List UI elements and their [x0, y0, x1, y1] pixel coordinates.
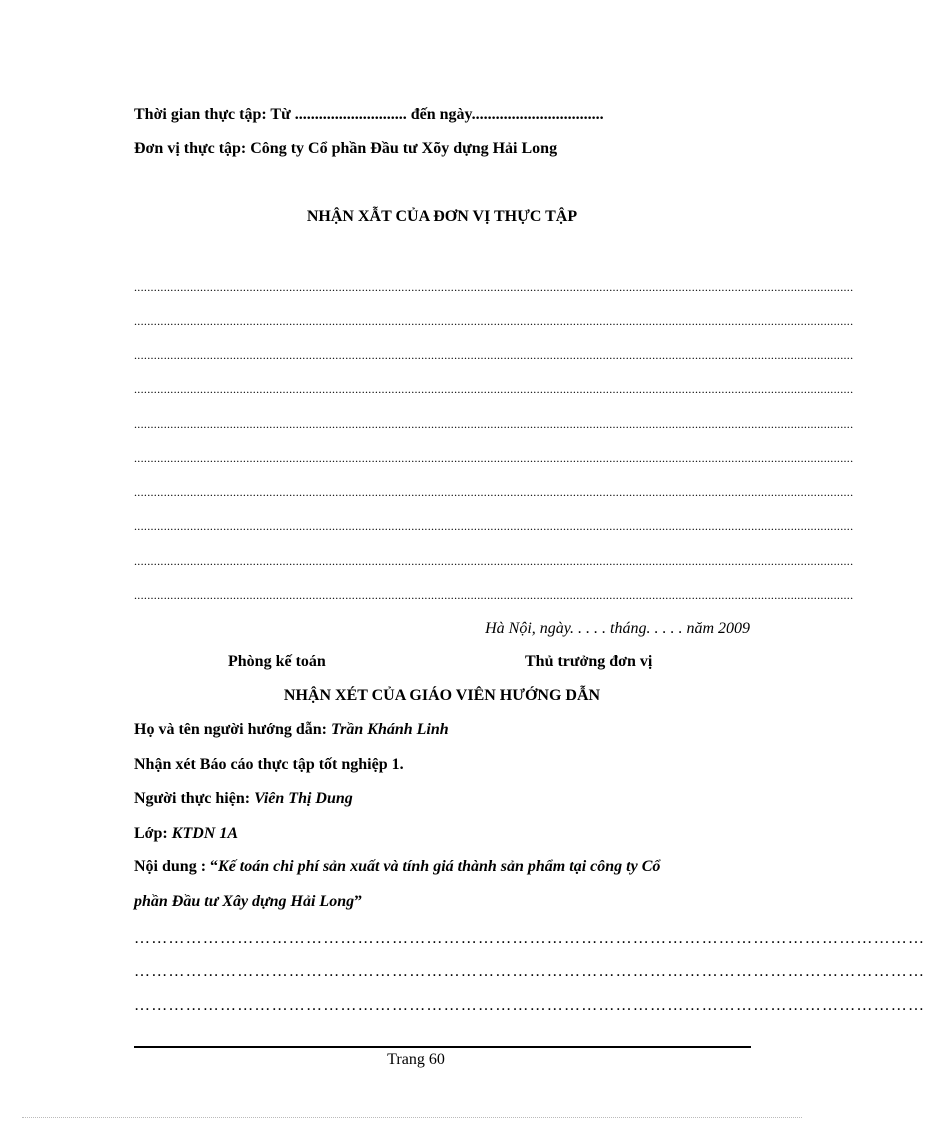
footer-rule	[134, 1046, 751, 1048]
dotted-line: ..........................................................................................................................................................................................................................	[134, 485, 854, 499]
advisor-name: Trần Khánh Linh	[330, 721, 449, 738]
class-label: Lớp:	[134, 825, 168, 842]
date-line: Hà Nội, ngày. . . . . tháng. . . . . năm 2009	[485, 620, 750, 637]
student-name: Viên Thị Dung	[254, 790, 353, 807]
dotted-line: ..........................................................................................................................................................................................................................	[134, 554, 854, 568]
content-title-part1: Kế toán chi phí sản xuất và tính giá thành sản phẩm tại công ty Cổ	[218, 858, 661, 875]
dotted-line: …………………………………………………………………………………………………………………………	[134, 997, 925, 1014]
dotted-line: ..........................................................................................................................................................................................................................	[134, 314, 854, 328]
dotted-line: ..........................................................................................................................................................................................................................	[134, 519, 854, 533]
student-label: Người thực hiện:	[134, 790, 251, 807]
teacher-review-title: NHẬN XÉT CỦA GIÁO VIÊN HƯỚNG DẪN	[283, 687, 601, 704]
period-to: đến ngày	[410, 106, 472, 123]
dotted-line: ..........................................................................................................................................................................................................................	[134, 588, 854, 602]
dotted-line: …………………………………………………………………………………………………………………………	[134, 930, 925, 947]
content-title-part2: phần Đầu tư Xây dựng Hải Long	[134, 893, 355, 910]
class-line	[134, 825, 238, 843]
sign-accounting-dept: Phòng kế toán	[228, 653, 326, 670]
internship-unit-line: Đơn vị thực tập: Công ty Cổ phần Đầu tư Xõy dựng Hải Long	[134, 140, 558, 157]
period-dots-from: ............................	[294, 106, 407, 123]
advisor-line	[134, 721, 449, 739]
dotted-line: ..........................................................................................................................................................................................................................	[134, 280, 854, 294]
dotted-line: ..........................................................................................................................................................................................................................	[134, 417, 854, 431]
report-line: Nhận xét Báo cáo thực tập tốt nghiệp 1.	[134, 756, 404, 773]
student-line	[134, 790, 353, 808]
page-bottom-border	[22, 1117, 802, 1118]
class-name: KTDN 1A	[171, 825, 238, 842]
content-line-2	[134, 893, 362, 911]
period-label: Thời gian thực tập:	[134, 106, 267, 123]
page-number: Trang 60	[387, 1051, 445, 1068]
dotted-line: …………………………………………………………………………………………………………………………	[134, 963, 925, 980]
sign-unit-head: Thủ trưởng đơn vị	[525, 653, 653, 670]
unit-review-title: NHẬN XẪT CỦA ĐƠN VỊ THỰC TẬP	[306, 208, 578, 225]
internship-period-line	[134, 106, 604, 124]
period-from: Từ	[270, 106, 291, 123]
period-dots-to: .................................	[471, 106, 604, 123]
content-line-1	[134, 858, 660, 876]
dotted-line: ..........................................................................................................................................................................................................................	[134, 382, 854, 396]
content-label: Nội dung : “	[134, 858, 219, 875]
advisor-label: Họ và tên người hướng dẫn:	[134, 721, 327, 738]
dotted-line: ..........................................................................................................................................................................................................................	[134, 348, 854, 362]
dotted-line: ..........................................................................................................................................................................................................................	[134, 451, 854, 465]
content-close-quote: ”	[354, 893, 363, 910]
